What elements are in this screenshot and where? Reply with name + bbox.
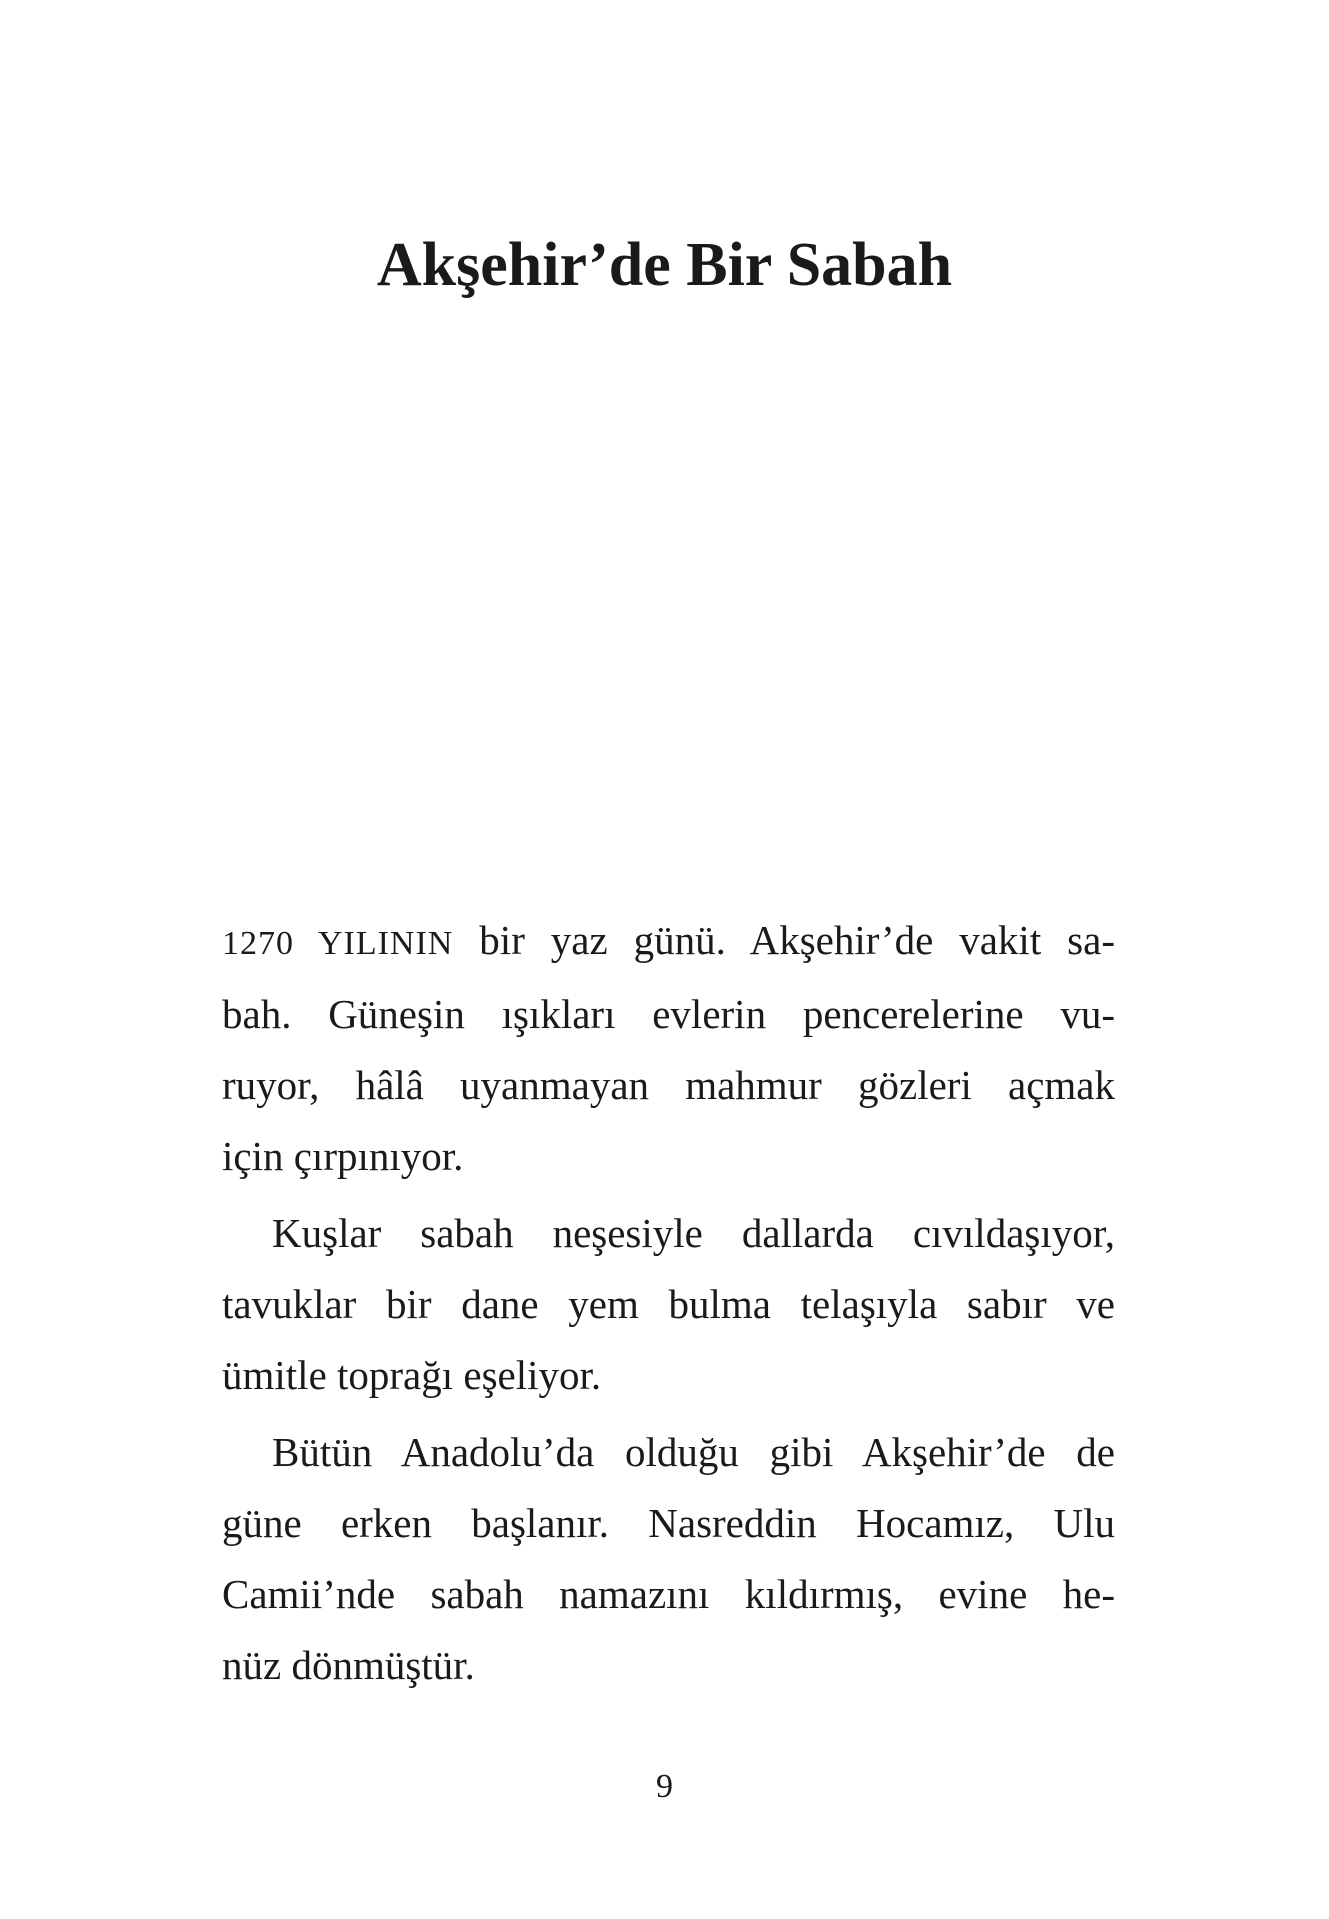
body-text xyxy=(222,905,1115,1707)
paragraph-line: ümitle toprağı eşeliyor. xyxy=(222,1352,602,1398)
paragraph-line: için çırpınıyor. xyxy=(222,1133,464,1179)
paragraph-line: Kuşlar sabah neşesiyle dallarda cıvıldaşıyor, xyxy=(272,1210,1115,1256)
paragraph-line xyxy=(222,905,1115,979)
line-text: bir yaz günü. Akşehir’de vakit sa- xyxy=(453,917,1115,963)
paragraph-line: Bütün Anadolu’da olduğu gibi Akşehir’de de xyxy=(272,1429,1115,1475)
page-number: 9 xyxy=(656,1768,673,1805)
chapter-title: Akşehir’de Bir Sabah xyxy=(376,231,953,299)
paragraph-line: Camii’nde sabah namazını kıldırmış, evine he- xyxy=(222,1571,1115,1617)
paragraph-line: bah. Güneşin ışıkları evlerin pencerelerine vu- xyxy=(222,991,1115,1037)
paragraph-line: ruyor, hâlâ uyanmayan mahmur gözleri açmak xyxy=(222,1062,1115,1108)
paragraph-line: tavuklar bir dane yem bulma telaşıyla sabır ve xyxy=(222,1281,1115,1327)
paragraph-1 xyxy=(222,905,1115,1192)
paragraph-line: güne erken başlanır. Nasreddin Hocamız, Ulu xyxy=(222,1500,1115,1546)
paragraph-line: nüz dönmüştür. xyxy=(222,1642,475,1688)
paragraph-3 xyxy=(222,1417,1115,1701)
paragraph-2 xyxy=(222,1198,1115,1411)
lead-in-smallcaps: 1270 YILININ xyxy=(222,925,454,962)
